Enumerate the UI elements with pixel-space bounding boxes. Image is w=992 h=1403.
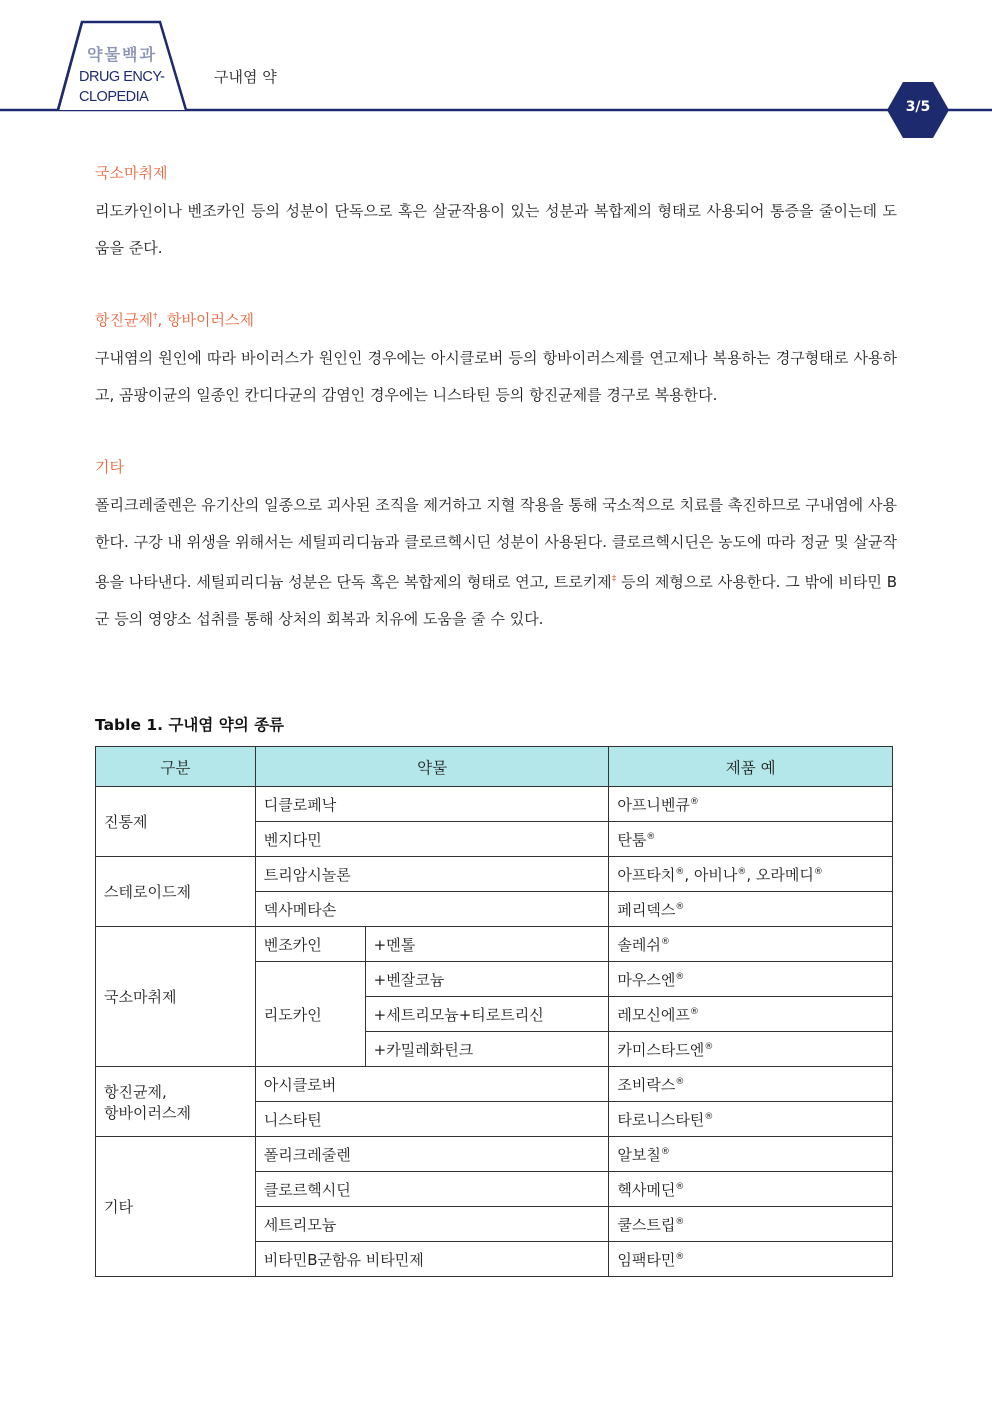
category-cell: 스테로이드제 [96, 857, 256, 927]
product-cell: 레모신에프® [609, 997, 893, 1032]
header-drug: 약물 [255, 747, 609, 787]
drug-cell: 트리암시놀론 [255, 857, 609, 892]
section-antifungal-antiviral [95, 309, 897, 414]
table-caption: Table 1. 구내염 약의 종류 [95, 716, 285, 734]
product-cell: 페리덱스® [609, 892, 893, 927]
drug-cell: 클로르헥시딘 [255, 1172, 609, 1207]
product-cell: 마우스엔® [609, 962, 893, 997]
product-cell: 타로니스타틴® [609, 1102, 893, 1137]
table-row [96, 857, 893, 892]
product-cell: 솔레쉬® [609, 927, 893, 962]
combo-cell: +카밀레화틴크 [365, 1032, 609, 1067]
page-number: 3/5 [905, 99, 931, 115]
category-cell: 국소마취제 [96, 927, 256, 1067]
drug-cell: 리도카인 [255, 962, 365, 1067]
drug-cell: 디클로페낙 [255, 787, 609, 822]
category-cell: 진통제 [96, 787, 256, 857]
table-row [96, 1137, 893, 1172]
combo-cell: +세트리모늄+티로트리신 [365, 997, 609, 1032]
drug-cell: 세트리모늄 [255, 1207, 609, 1242]
table-header-row [96, 747, 893, 787]
logo-korean: 약물백과 [87, 45, 157, 64]
table-row [96, 1067, 893, 1102]
section-title: 기타 [95, 458, 124, 476]
category-cell: 항진균제, 항바이러스제 [96, 1067, 256, 1137]
section-body: 리도카인이나 벤조카인 등의 성분이 단독으로 혹은 살균작용이 있는 성분과 복합제의 형태로 사용되어 통증을 줄이는데 도움을 준다. [95, 202, 897, 257]
document-title: 구내염 약 [214, 68, 277, 86]
section-other [95, 456, 897, 638]
product-cell: 탄툼® [609, 822, 893, 857]
product-cell: 카미스타드엔® [609, 1032, 893, 1067]
drug-cell: 벤지다민 [255, 822, 609, 857]
section-title: 항진균제†, 항바이러스제 [95, 311, 254, 329]
product-cell: 헥사메딘® [609, 1172, 893, 1207]
product-cell: 아프니벤큐® [609, 787, 893, 822]
product-cell: 쿨스트립® [609, 1207, 893, 1242]
drug-cell: 비타민B군함유 비타민제 [255, 1242, 609, 1277]
category-cell: 기타 [96, 1137, 256, 1277]
product-cell: 임팩타민® [609, 1242, 893, 1277]
drug-cell: 아시클로버 [255, 1067, 609, 1102]
drug-cell: 덱사메타손 [255, 892, 609, 927]
section-body: 구내염의 원인에 따라 바이러스가 원인인 경우에는 아시클로버 등의 항바이러스제를 연고제나 복용하는 경구형태로 사용하고, 곰팡이균의 일종인 칸디다균의 감염인 경우에는 니스타틴 등의 항진균제를 경구로 복용한다. [95, 349, 897, 404]
drug-table [95, 746, 893, 1277]
header-product: 제품 예 [609, 747, 893, 787]
table-row [96, 927, 893, 962]
drug-cell: 폴리크레줄렌 [255, 1137, 609, 1172]
section-title: 국소마취제 [95, 164, 168, 182]
combo-cell: +벤잘코늄 [365, 962, 609, 997]
product-cell: 조비락스® [609, 1067, 893, 1102]
section-body: 폴리크레줄렌은 유기산의 일종으로 괴사된 조직을 제거하고 지혈 작용을 통해 국소적으로 치료를 촉진하므로 구내염에 사용한다. 구강 내 위생을 위해서는 세틸피리디늄과 클로르헥시딘 성분이 사용된다. 클로르헥시딘은 농도에 따라 정균 및 살균작용을 나타낸다. 세틸피리디늄 성분은 단독 혹은 복합제의 형태로 연고, 트로키제‡ 등의 제형으로 사용한다. 그 밖에 비타민 B군 등의 영양소 섭취를 통해 상처의 회복과 치유에 도움을 줄 수 있다. [95, 496, 897, 628]
section-local-anesthetic [95, 162, 897, 267]
header-category: 구분 [96, 747, 256, 787]
drug-cell: 니스타틴 [255, 1102, 609, 1137]
product-cell: 아프타치®, 아비나®, 오라메디® [609, 857, 893, 892]
drug-cell: 벤조카인 [255, 927, 365, 962]
logo-english: DRUG ENCY- CLOPEDIA [79, 69, 165, 105]
product-cell: 알보칠® [609, 1137, 893, 1172]
table-row [96, 787, 893, 822]
combo-cell: +멘톨 [365, 927, 609, 962]
page-header [0, 0, 992, 140]
